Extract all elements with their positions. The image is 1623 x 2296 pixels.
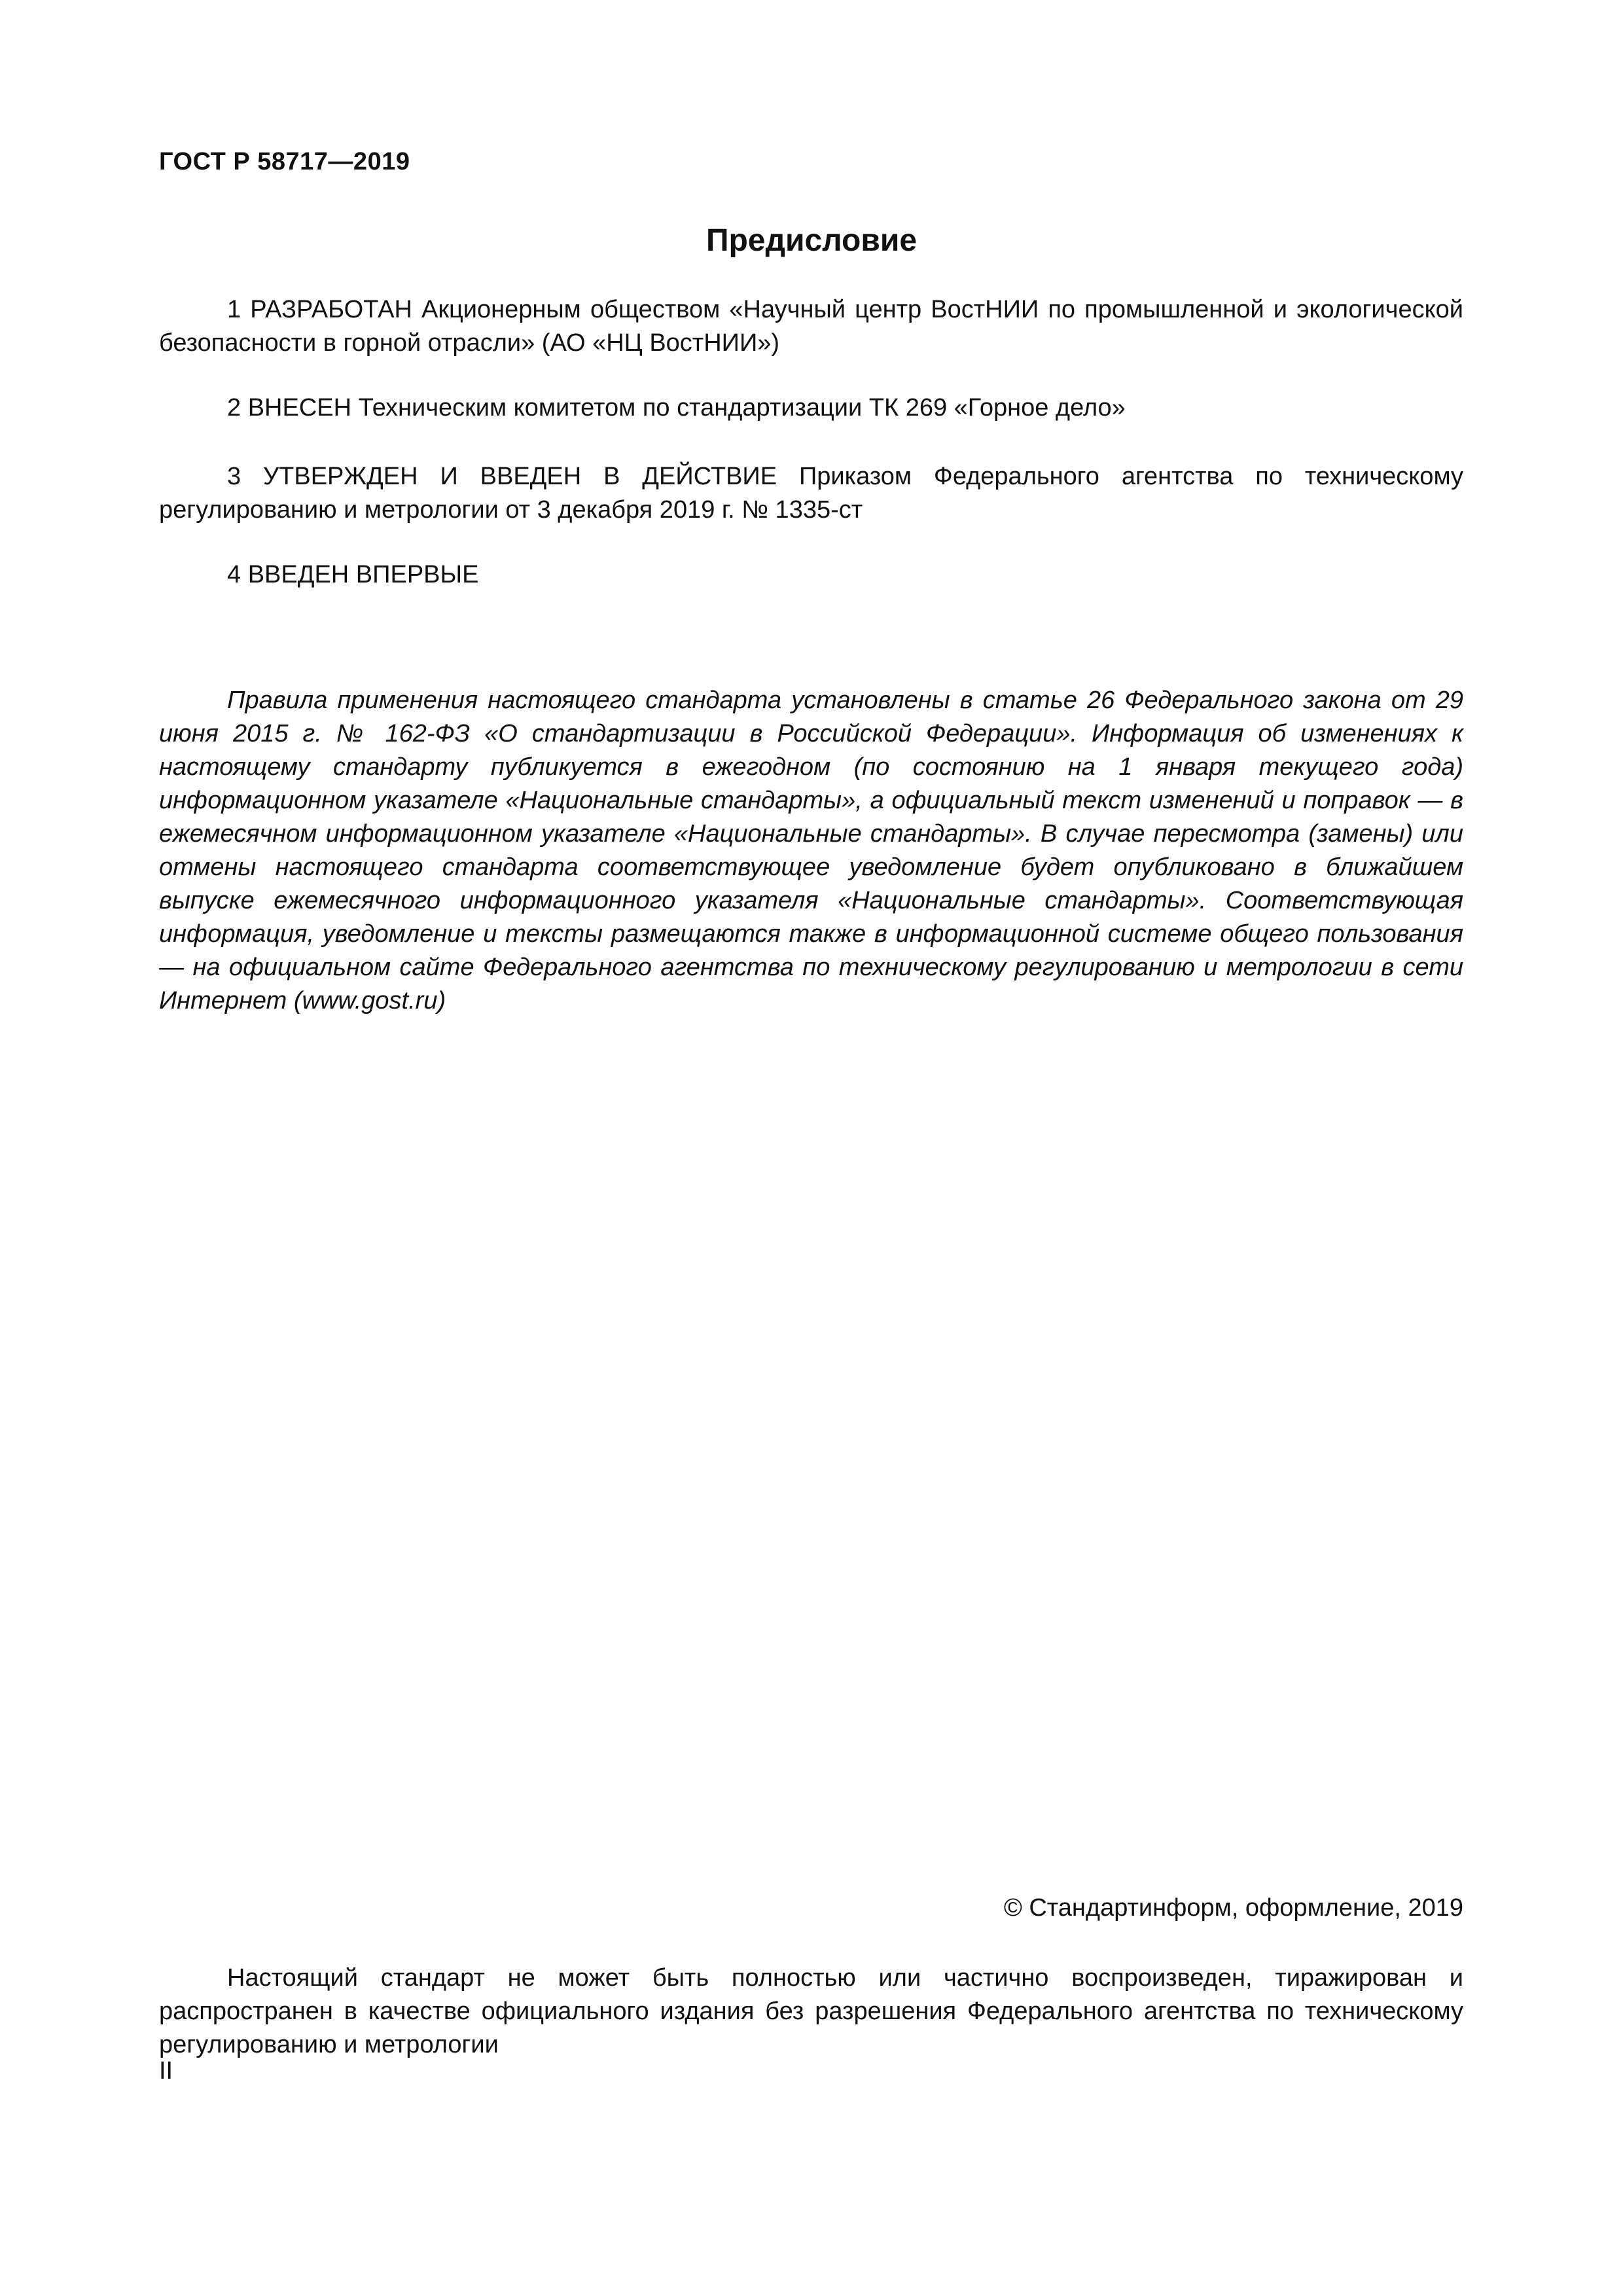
document-code: ГОСТ Р 58717—2019 xyxy=(159,148,410,175)
reproduction-disclaimer: Настоящий стандарт не может быть полностью или частично воспроизведен, тиражирован и распространен в качестве официального издания без разрешения Федерального агентства по техническому регулированию и метрологии xyxy=(159,1964,1463,2058)
preface-title: Предисловие xyxy=(705,223,918,258)
preface-item-3: 3 УТВЕРЖДЕН И ВВЕДЕН В ДЕЙСТВИЕ Приказом Федерального агентства по техническому регулированию и метрологии от 3 декабря 2019 г. № 1335-ст xyxy=(159,463,1463,524)
copyright-line: © Стандартинформ, оформление, 2019 xyxy=(1003,1894,1463,1922)
preface-item-4: 4 ВВЕДЕН ВПЕРВЫЕ xyxy=(227,561,479,588)
application-rules-notice: Правила применения настоящего стандарта установлены в статье 26 Федерального закона от 29 июня 2015 г. № 162-ФЗ «О стандартизации в Российской Федерации». Информация об изменениях к настоящему стандарту публикуется в ежегодном (по состоянию на 1 января текущего года) информационном указателе «Национальные стандарты», а официальный текст изменений и поправок — в ежемесячном информационном указателе «Национальные стандарты». В случае пересмотра (замены) или отмены настоящего стандарта соответствующее уведомление будет опубликовано в ближайшем выпуске ежемесячного информационного указателя «Национальные стандарты». Соответствующая информация, уведомление и тексты размещаются также в информационной системе общего пользования — на официальном сайте Федерального агентства по техническому регулированию и метрологии в сети Интернет (www.gost.ru) xyxy=(159,687,1463,1014)
preface-item-1: 1 РАЗРАБОТАН Акционерным обществом «Научный центр ВостНИИ по промышленной и экологической безопасности в горной отрасли» (АО «НЦ ВостНИИ») xyxy=(159,296,1463,357)
preface-item-2: 2 ВНЕСЕН Техническим комитетом по стандартизации ТК 269 «Горное дело» xyxy=(227,394,1126,422)
page-number: II xyxy=(159,2057,173,2085)
